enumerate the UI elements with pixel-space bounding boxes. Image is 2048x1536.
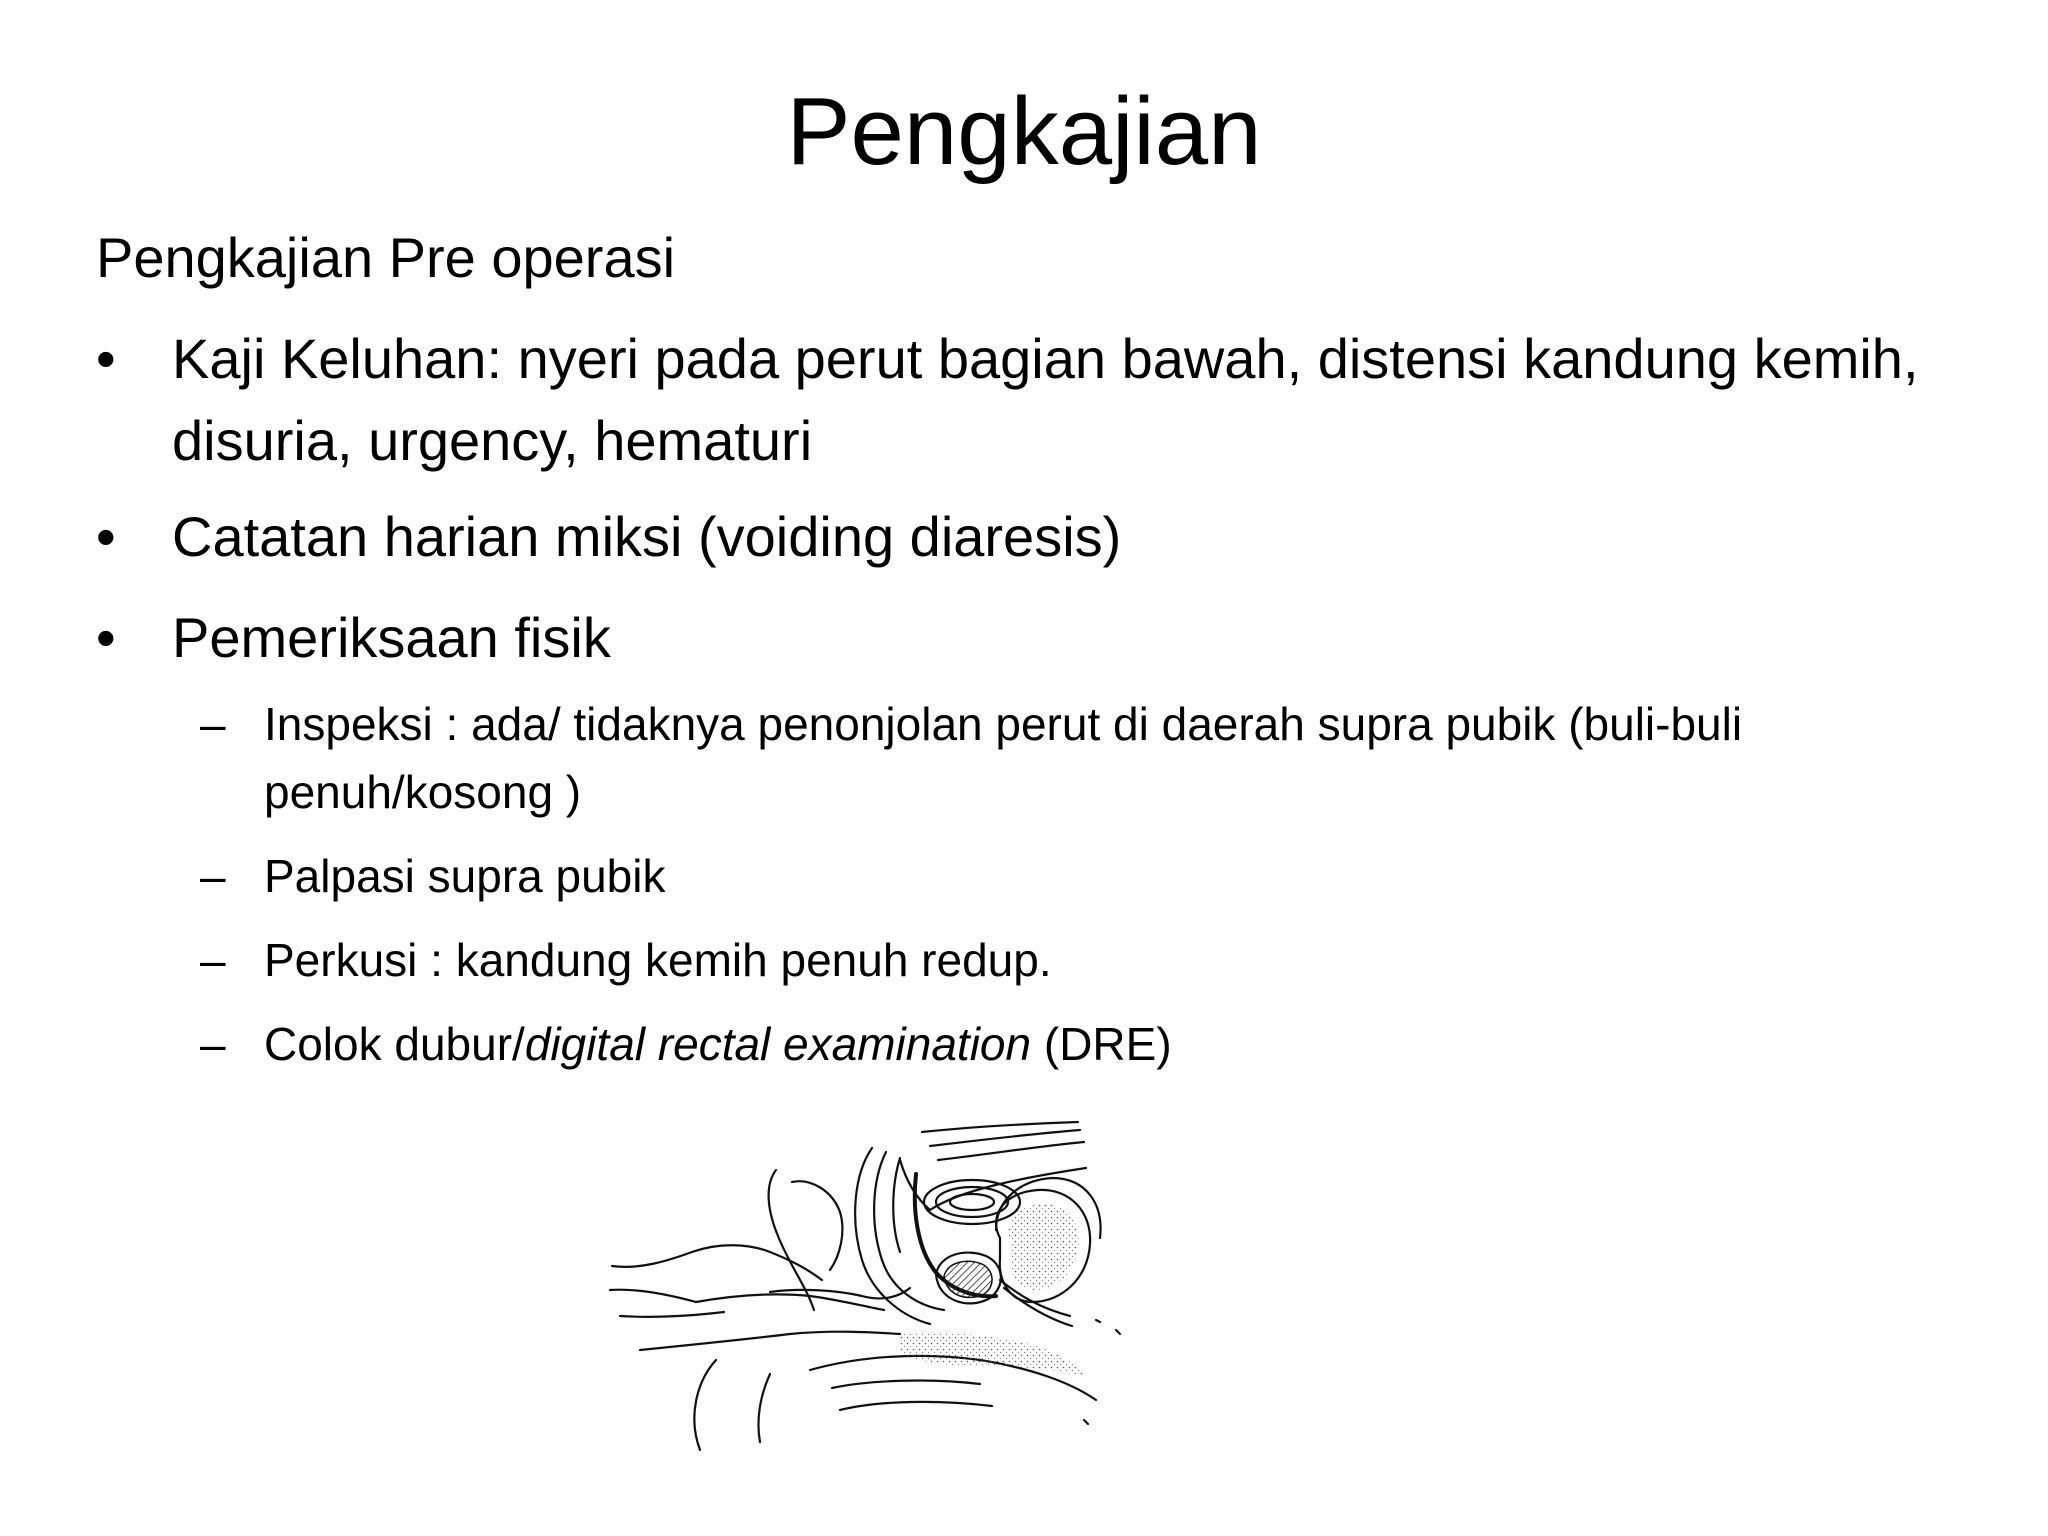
subbullet-text: Perkusi : kandung kemih penuh redup. — [264, 934, 1052, 986]
subbullet-marker: – — [200, 1018, 226, 1070]
bullet-marker: • — [96, 327, 116, 390]
bullet-marker: • — [96, 505, 116, 568]
bullet-text: Catatan harian miksi (voiding diaresis) — [172, 505, 1122, 568]
slide-title: Pengkajian — [786, 78, 1262, 185]
subbullet-text-after: (DRE) — [1031, 1018, 1172, 1070]
bullet-item-keluhan — [96, 318, 1976, 482]
subbullet-text-italic: digital rectal examination — [524, 1018, 1032, 1070]
subbullet-item-colok-dubur — [200, 1010, 2000, 1078]
bullet-item-catatan — [96, 496, 1976, 578]
subbullet-marker: – — [200, 698, 226, 750]
bullet-text: Pemeriksaan fisik — [172, 606, 611, 669]
subbullet-text: Inspeksi : ada/ tidaknya penonjolan perut di daerah supra pubik (buli-buli penuh/kosong ) — [264, 698, 1743, 818]
bullet-marker: • — [96, 606, 116, 669]
subbullet-marker: – — [200, 850, 226, 902]
subbullet-item-inspeksi — [200, 690, 2000, 826]
subbullet-text-before: Colok dubur/ — [264, 1018, 525, 1070]
dre-illustration — [600, 1120, 1180, 1470]
subbullet-marker: – — [200, 934, 226, 986]
slide-subtitle: Pengkajian Pre operasi — [96, 226, 676, 289]
subbullet-text: Palpasi supra pubik — [264, 850, 666, 902]
subbullet-item-palpasi — [200, 842, 2000, 910]
subbullet-text — [264, 1010, 2000, 1078]
bullet-item-pemeriksaan — [96, 597, 1976, 679]
subbullet-item-perkusi — [200, 926, 2000, 994]
bullet-text: Kaji Keluhan: nyeri pada perut bagian bawah, distensi kandung kemih, disuria, urgency, hematuri — [172, 327, 1919, 472]
